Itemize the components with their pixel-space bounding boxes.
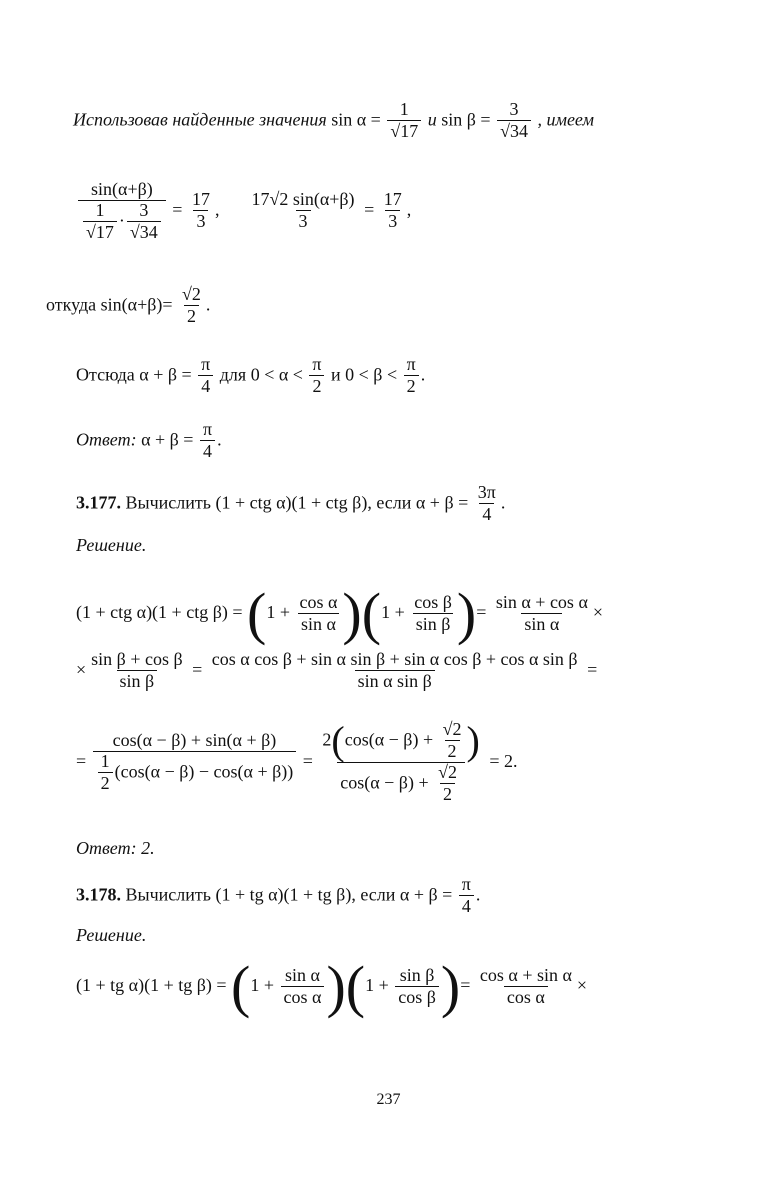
intro-frac-beta: $\frac{3}{√34}$ (497, 100, 531, 142)
intro-sin-alpha: sin α = (331, 109, 381, 130)
answer-1: Ответ: α + β = $\frac{\pi}{4}$ . (76, 419, 222, 461)
sol177-line3: = cos(α − β) + sin(α + β) $\frac{1}{2}$ (cos(α − β) − cos(α + β)) = 2(cos(α − β) + $\frac{√2}{2}$ ) cos(α − β) + $\frac{√2}{2}$ = 2. (76, 718, 518, 805)
problem-178-solution-label: Решение. (76, 925, 147, 945)
problem-178-heading: 3.178. Вычислить (1 + tg α)(1 + tg β), если α + β = $\frac{\pi}{4}$ . (76, 874, 481, 916)
eq1-left-frac: sin(α+β) $\frac{1}{√17}$ · $\frac{3}{√34}$ (78, 180, 166, 243)
intro-sin-beta: sin β = (441, 109, 491, 130)
hence-text: Отсюда (76, 364, 135, 385)
problem-177-number: 3.177. (76, 492, 121, 513)
answer-2: Ответ: 2. (76, 838, 155, 858)
intro-have: , имеем (537, 109, 594, 130)
eq1-mid-frac: $\frac{17√2 \sin(\alpha+\beta)}{3}$ (251, 189, 355, 232)
whence-text: откуда (46, 294, 97, 315)
whence-frac: $\frac{√2}{2}$ (182, 284, 201, 326)
equation-1: sin(α+β) $\frac{1}{√17}$ · $\frac{3}{√34}$ = $\frac{17}{3}$ , $\frac{17√2 \sin(\alpha+\beta)}{3}$ = $\frac{17}{3}$ , (76, 180, 411, 243)
sol177-line2: × $\frac{\text{sin β + cos β}}{\text{sin β}}$ = $\frac{\text{cos α cos β + sin α sin β + sin α cos β + cos α sin β}}{\text{sin α sin β}}$ = (76, 649, 598, 691)
problem-177-solution-label: Решение. (76, 535, 147, 555)
sol177-line1: (1 + ctg α)(1 + ctg β) = (1 + $\frac{\text{cos α}}{\text{sin α}}$ )(1 + $\frac{\text{cos β}}{\text{sin β}}$ )= $\frac{\text{sin α + cos α}}{\text{sin α}}$ × (76, 581, 604, 646)
page-number: 237 (376, 1091, 401, 1108)
answer-1-label: Ответ: (76, 429, 137, 450)
intro-line (73, 100, 594, 142)
eq1-r2-frac: $\frac{17}{3}$ (383, 189, 402, 232)
intro-and: и (427, 109, 437, 130)
eq1-r1-frac: $\frac{17}{3}$ (191, 189, 210, 232)
whence-line: откуда sin(α+β)= $\frac{√2}{2}$ . (46, 284, 211, 326)
problem-178-number: 3.178. (76, 884, 121, 905)
intro-frac-alpha: $\frac{1}{√17}$ (387, 100, 421, 142)
sol178-line1: (1 + tg α)(1 + tg β) = (1 + $\frac{\text{sin α}}{\text{cos α}}$ )(1 + $\frac{\text{sin β}}{\text{cos β}}$ )= $\frac{\text{cos α + sin α}}{\text{cos α}}$ × (76, 954, 588, 1019)
answer-2-label: Ответ: (76, 838, 137, 858)
hence-line: Отсюда α + β = $\frac{\pi}{4}$ для 0 < α < $\frac{\pi}{2}$ и 0 < β < $\frac{\pi}{2}$ . (76, 354, 426, 396)
intro-text: Использовав найденные значения (73, 109, 327, 130)
problem-177-heading: 3.177. Вычислить (1 + ctg α)(1 + ctg β), если α + β = $\frac{3\pi}{4}$ . (76, 482, 506, 524)
